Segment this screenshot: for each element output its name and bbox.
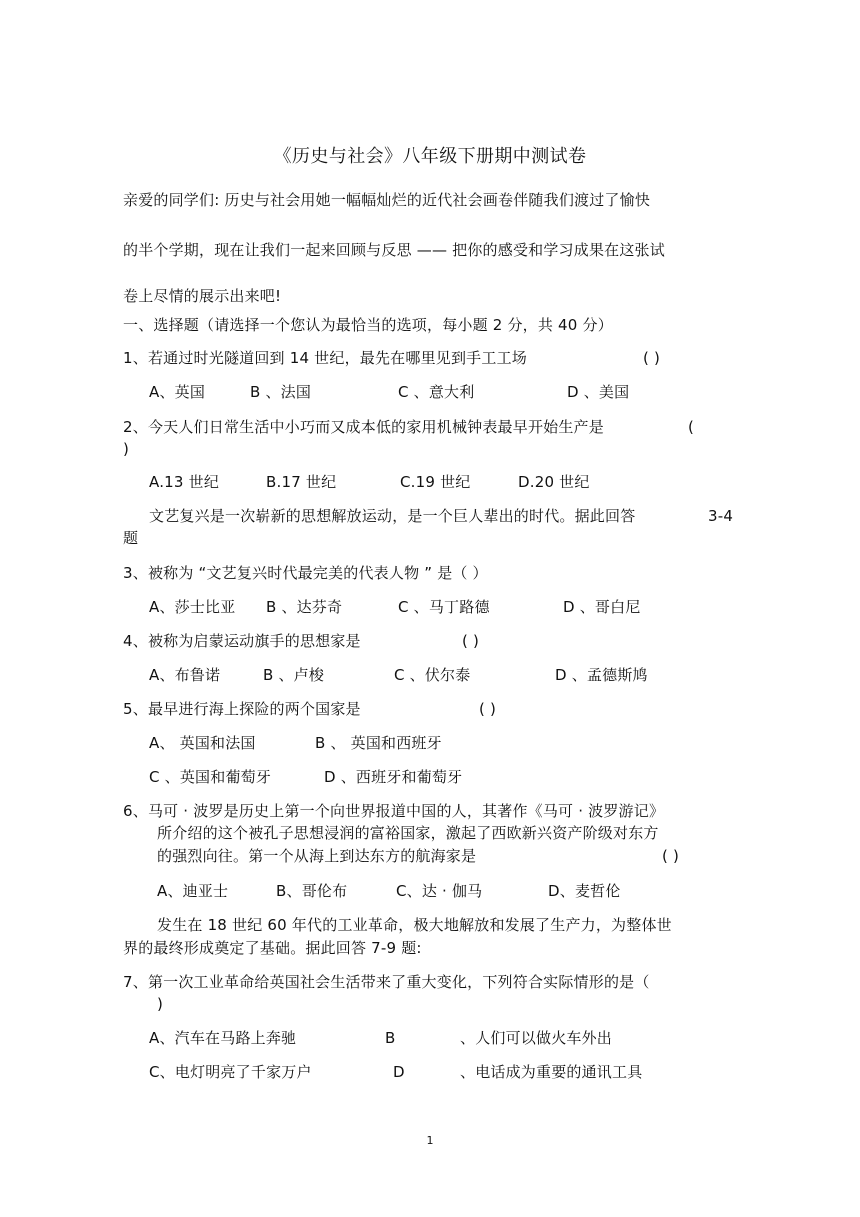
q7-option-d-text: 、电话成为重要的通讯工具 <box>460 1063 643 1081</box>
q1-stem: 1、若通过时光隧道回到 14 世纪，最先在哪里见到手工工场 <box>123 349 527 367</box>
q6-line-1: 6、马可 · 波罗是历史上第一个向世界报道中国的人，其著作《马可 · 波罗游记》 <box>123 802 665 820</box>
q5-stem: 5、最早进行海上探险的两个国家是 <box>123 700 361 718</box>
q5-option-d: D 、西班牙和葡萄牙 <box>324 768 463 786</box>
passage2-line-1: 发生在 18 世纪 60 年代的工业革命，极大地解放和发展了生产力，为整体世 <box>157 916 672 934</box>
q5-option-b: B 、 英国和西班牙 <box>315 734 442 752</box>
q4-option-d: D 、孟德斯鸠 <box>555 666 648 684</box>
q7-line-2: ) <box>157 995 164 1013</box>
page-number: 1 <box>426 1134 434 1147</box>
q6-line-2: 所介绍的这个被孔子思想浸润的富裕国家，激起了西欧新兴资产阶级对东方 <box>157 824 659 842</box>
q2-paren-open: ( <box>688 418 695 436</box>
q3-option-c: C 、马丁路德 <box>398 598 490 616</box>
q4-option-a: A、布鲁诺 <box>149 666 221 684</box>
q7-option-b-text: 、人们可以做火车外出 <box>460 1029 613 1047</box>
intro-line-3: 卷上尽情的展示出来吧! <box>123 287 282 305</box>
passage2-line-2: 界的最终形成奠定了基础。据此回答 7-9 题: <box>123 939 422 957</box>
intro-line-1: 亲爱的同学们: 历史与社会用她一幅幅灿烂的近代社会画卷伴随我们渡过了愉快 <box>123 191 651 209</box>
q6-option-d: D、麦哲伦 <box>548 882 621 900</box>
passage1-line-2: 题 <box>123 529 139 547</box>
passage1-line-1: 文艺复兴是一次崭新的思想解放运动，是一个巨人辈出的时代。据此回答 <box>149 507 636 525</box>
intro-line-2: 的半个学期，现在让我们一起来回顾与反思 —— 把你的感受和学习成果在这张试 <box>123 241 665 259</box>
passage1-question-range: 3-4 <box>708 507 734 525</box>
q2-paren-close: ) <box>123 440 130 458</box>
q6-option-b: B、哥伦布 <box>276 882 348 900</box>
q3-option-a: A、莎士比亚 <box>149 598 236 616</box>
q2-stem: 2、今天人们日常生活中小巧而又成本低的家用机械钟表最早开始生产是 <box>123 418 604 436</box>
q6-answer-paren: ( ) <box>662 847 680 865</box>
q4-option-c: C 、伏尔泰 <box>394 666 471 684</box>
q1-option-b: B 、法国 <box>250 383 312 401</box>
q5-option-c: C 、英国和葡萄牙 <box>149 768 272 786</box>
q7-line-1: 7、第一次工业革命给英国社会生活带来了重大变化，下列符合实际情形的是（ <box>123 973 650 991</box>
q5-answer-paren: ( ) <box>479 700 497 718</box>
q5-option-a: A、 英国和法国 <box>149 734 256 752</box>
q2-option-b: B.17 世纪 <box>266 473 337 491</box>
q6-option-c: C、达 · 伽马 <box>396 882 483 900</box>
q1-option-a: A、英国 <box>149 383 206 401</box>
q3-option-d: D 、哥白尼 <box>563 598 641 616</box>
q7-option-b-letter: B <box>385 1029 396 1047</box>
section-heading: 一、选择题（请选择一个您认为最恰当的选项，每小题 2 分，共 40 分） <box>123 316 613 334</box>
q4-answer-paren: ( ) <box>462 632 480 650</box>
q6-line-3: 的强烈向往。第一个从海上到达东方的航海家是 <box>157 847 477 865</box>
q2-option-d: D.20 世纪 <box>518 473 590 491</box>
q4-option-b: B 、卢梭 <box>263 666 325 684</box>
q2-option-c: C.19 世纪 <box>400 473 471 491</box>
q6-option-a: A、迪亚士 <box>157 882 229 900</box>
q1-option-d: D 、美国 <box>567 383 630 401</box>
q4-stem: 4、被称为启蒙运动旗手的思想家是 <box>123 632 361 650</box>
q7-option-a: A、汽车在马路上奔驰 <box>149 1029 297 1047</box>
q1-answer-paren: ( ) <box>643 349 661 367</box>
q3-stem: 3、被称为 “文艺复兴时代最完美的代表人物 ” 是（ ） <box>123 564 488 582</box>
page-title: 《历史与社会》八年级下册期中测试卷 <box>273 146 587 167</box>
q7-option-c: C、电灯明亮了千家万户 <box>149 1063 312 1081</box>
q2-option-a: A.13 世纪 <box>149 473 220 491</box>
q1-option-c: C 、意大利 <box>398 383 475 401</box>
q7-option-d-letter: D <box>393 1063 405 1081</box>
q3-option-b: B 、达芬奇 <box>266 598 343 616</box>
